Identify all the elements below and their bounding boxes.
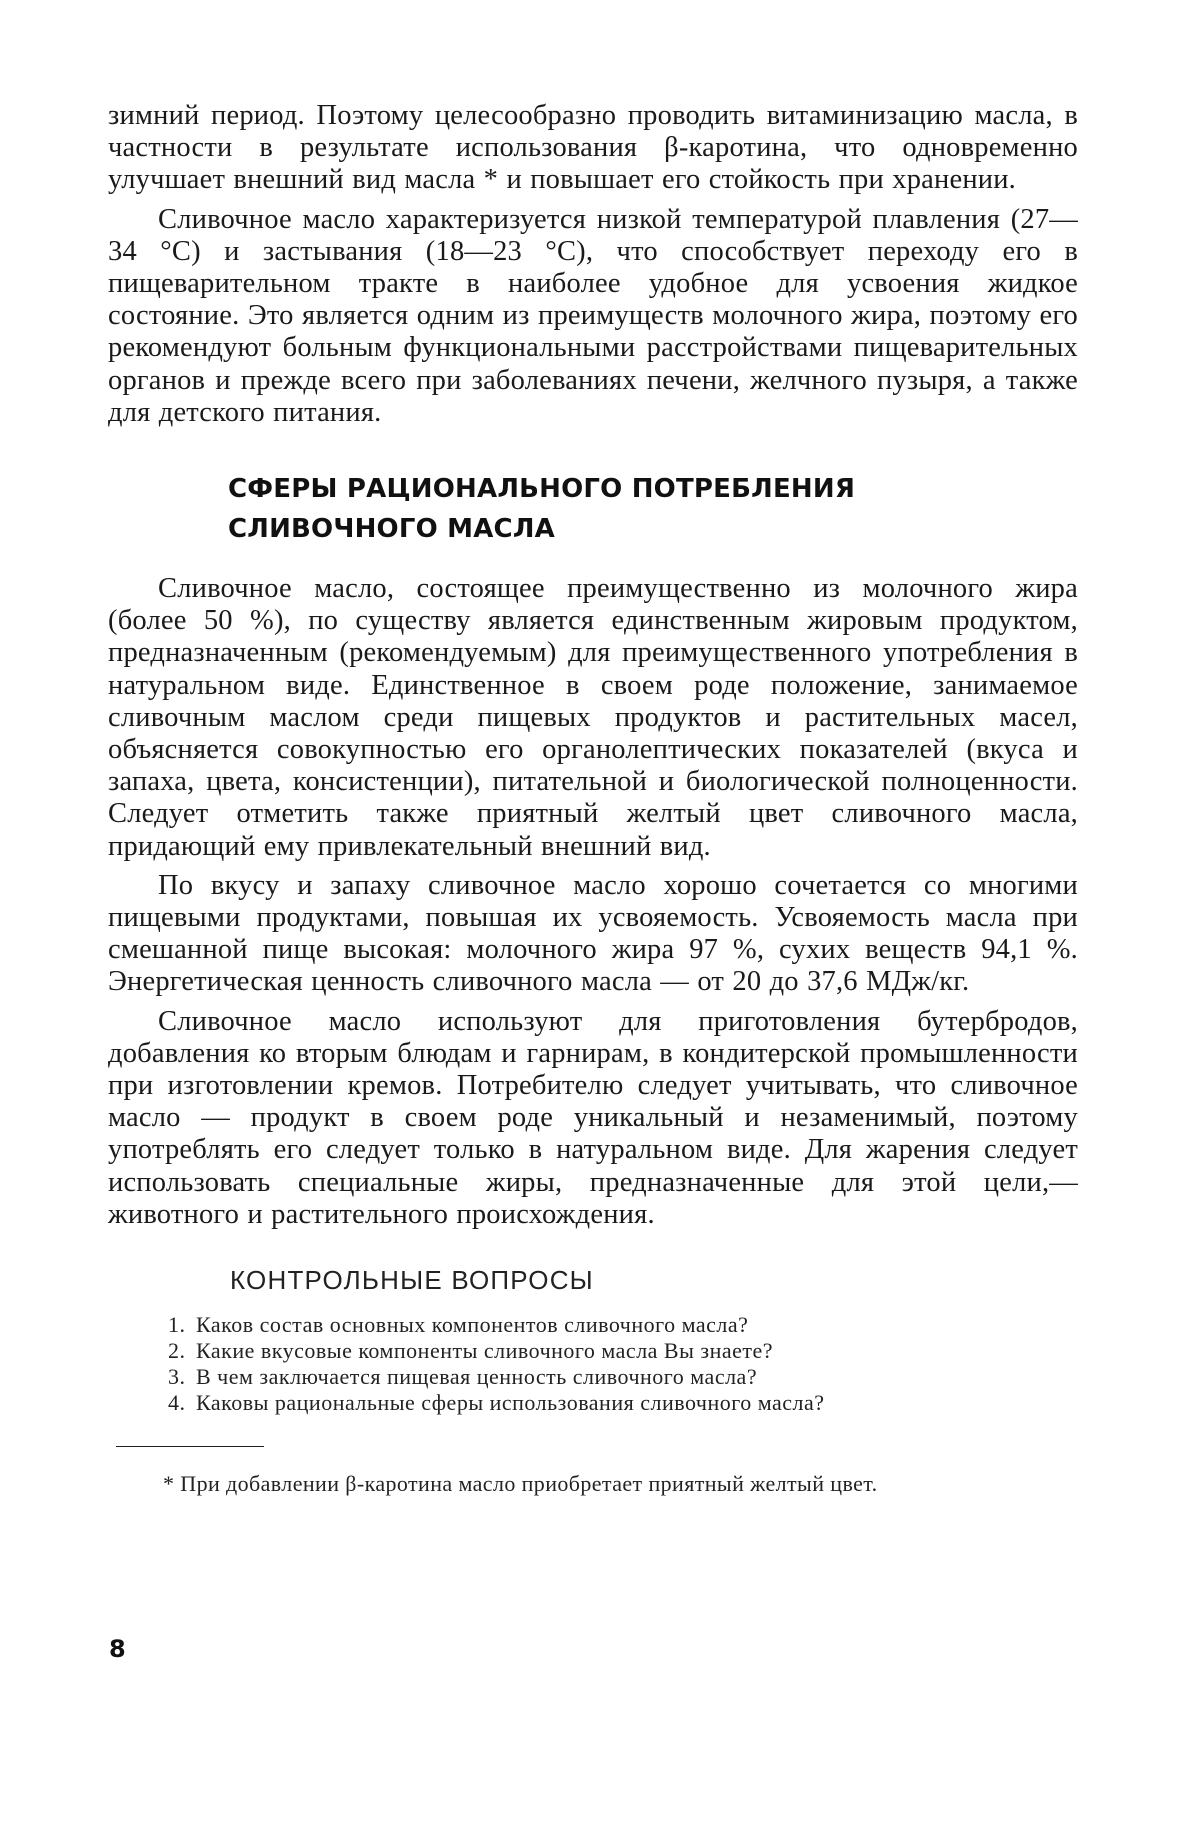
footnote: * При добавлении β-каротина масло приобретает приятный желтый цвет. [163, 1471, 878, 1497]
paragraph-usage: Сливочное масло используют для приготовления бутербродов, добавления ко вторым блюдам и гарнирам, в кондитерской промышленности при изготовлении кремов. Потребителю следует учитывать, что сливочное масло — продукт в своем роде уникальный и незаменимый, поэтому употреблять его следует только в натуральном виде. Для жарения следует использовать специальные жиры, предназначенные для этой цели,— животного и растительного происхождения. [108, 1005, 1078, 1230]
list-item [168, 1390, 1078, 1416]
paragraph-vitaminization: зимний период. Поэтому целесообразно проводить витаминизацию масла, в частности в результате использования β-каротина, что одновременно улучшает внешний вид масла * и повышает его стойкость при хранении. [108, 100, 1078, 196]
footnote-divider [116, 1446, 264, 1447]
question-number: 2. [168, 1338, 186, 1364]
question-text: В чем заключается пищевая ценность сливочного масла? [196, 1364, 758, 1390]
section-heading-line-2: СЛИВОЧНОГО МАСЛА [228, 514, 555, 545]
list-item [168, 1338, 1078, 1364]
paragraph-melting-temperature: Сливочное масло характеризуется низкой температурой плавления (27—34 °С) и застывания (18—23 °С), что способствует переходу его в пищеварительном тракте в наиболее удобное для усвоения жидкое состояние. Это является одним из преимуществ молочного жира, поэтому его рекомендуют больным функциональными расстройствами пищеварительных органов и прежде всего при заболеваниях печени, желчного пузыря, а также для детского питания. [108, 203, 1078, 428]
paragraph-taste-digestibility: По вкусу и запаху сливочное масло хорошо сочетается со многими пищевыми продуктами, повышая их усвояемость. Усвояемость масла при смешанной пище высокая: молочного жира 97 %, сухих веществ 94,1 %. Энергетическая ценность сливочного масла — от 20 до 37,6 МДж/кг. [108, 869, 1078, 998]
questions-heading: КОНТРОЛЬНЫЕ ВОПРОСЫ [230, 1265, 594, 1296]
question-text: Какие вкусовые компоненты сливочного масла Вы знаете? [196, 1338, 774, 1364]
question-number: 4. [168, 1390, 186, 1416]
question-text: Каков состав основных компонентов сливочного масла? [196, 1312, 749, 1338]
paragraph-unique-product: Сливочное масло, состоящее преимущественно из молочного жира (более 50 %), по существу является единственным жировым продуктом, предназначенным (рекомендуемым) для преимущественного употребления в натуральном виде. Единственное в своем роде положение, занимаемое сливочным маслом среди пищевых продуктов и растительных масел, объясняется совокупностью его органолептических показателей (вкуса и запаха, цвета, консистенции), питательной и биологической полноценности. Следует отметить также приятный желтый цвет сливочного масла, придающий ему привлекательный внешний вид. [108, 573, 1078, 862]
question-text: Каковы рациональные сферы использования сливочного масла? [196, 1390, 825, 1416]
question-number: 3. [168, 1364, 186, 1390]
questions-list [108, 1312, 1078, 1416]
question-number: 1. [168, 1312, 186, 1338]
list-item [168, 1364, 1078, 1390]
section-heading-line-1: СФЕРЫ РАЦИОНАЛЬНОГО ПОТРЕБЛЕНИЯ [228, 474, 856, 505]
section-heading [228, 469, 1078, 549]
page-number: 8 [109, 1635, 126, 1663]
list-item [168, 1312, 1078, 1338]
page-body [108, 100, 1078, 1497]
